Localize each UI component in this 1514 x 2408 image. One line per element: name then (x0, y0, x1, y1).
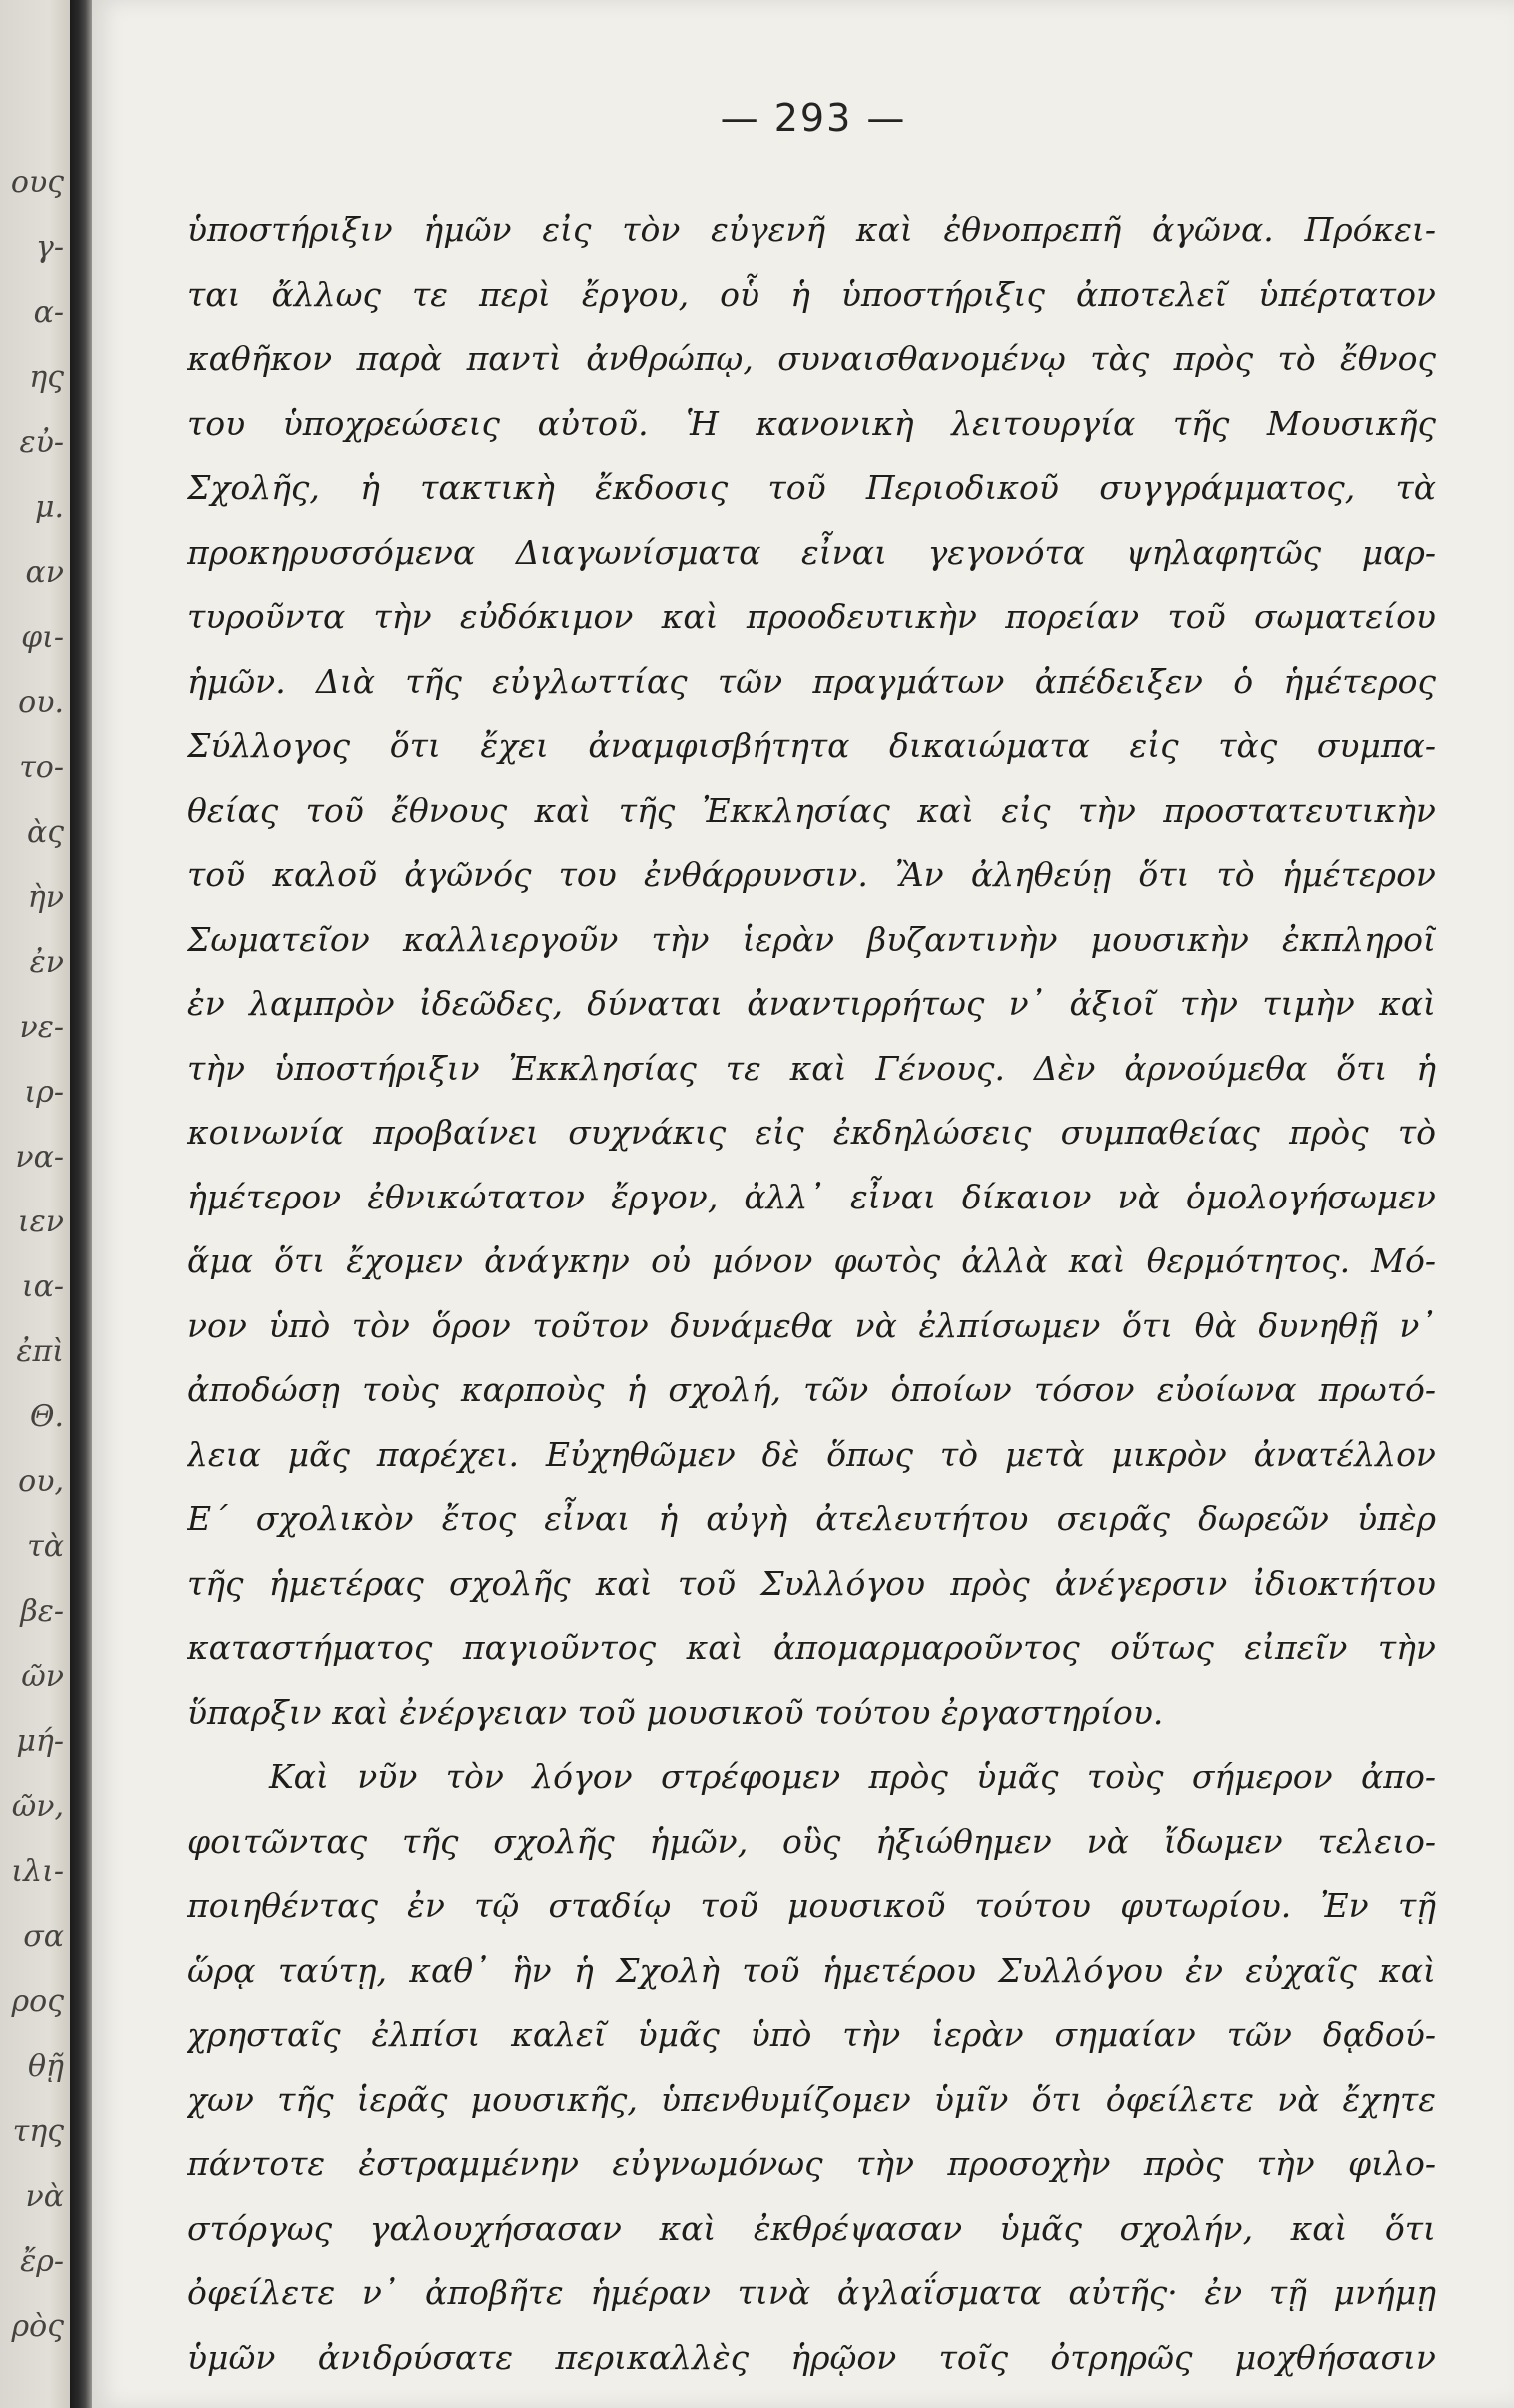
margin-fragment: ῶν (21, 1659, 64, 1694)
text-line: του ὑποχρεώσεις αὐτοῦ. Ἡ κανονικὴ λειτουργία τῆς Μουσικῆς (187, 403, 1436, 443)
margin-fragment: τὰ (27, 1529, 64, 1564)
text-line: Ε´ σχολικὸν ἔτος εἶναι ἡ αὐγὴ ἀτελευτήτου σειρᾶς δωρεῶν ὑπὲρ (187, 1499, 1436, 1538)
text-line: ὑμῶν ἀνιδρύσατε περικαλλὲς ἡρῷον τοῖς ὀτρηρῶς μοχθήσασιν (187, 2337, 1436, 2377)
text-line: ὥρᾳ ταύτῃ, καθ᾽ ἣν ἡ Σχολὴ τοῦ ἡμετέρου Συλλόγου ἐν εὐχαῖς καὶ (187, 1950, 1436, 1990)
margin-fragment: ῶν, (11, 1789, 64, 1824)
margin-fragment: ρὸς (11, 2309, 64, 2344)
margin-fragment: να- (15, 1140, 64, 1175)
margin-fragment: φι- (21, 620, 64, 655)
margin-fragment: ιρ- (24, 1075, 64, 1110)
body-text (187, 198, 1436, 2390)
margin-fragment: βε- (20, 1594, 64, 1629)
text-line: τοῦ καλοῦ ἀγῶνός του ἐνθάρρυνσιν. Ἂν ἀληθεύῃ ὅτι τὸ ἡμέτερον (187, 855, 1436, 894)
page-number: — 293 — (720, 96, 907, 140)
margin-fragment: νὰ (25, 2179, 64, 2214)
book-page (92, 0, 1514, 2408)
text-line: ἅμα ὅτι ἔχομεν ἀνάγκην οὐ μόνον φωτὸς ἀλλὰ καὶ θερμότητος. Μό- (187, 1241, 1436, 1280)
text-line: ποιηθέντας ἐν τῷ σταδίῳ τοῦ μουσικοῦ τούτου φυτωρίου. Ἐν τῇ (187, 1886, 1436, 1925)
text-line: Σωματεῖον καλλιεργοῦν τὴν ἱερὰν βυζαντινὴν μουσικὴν ἐκπληροῖ (187, 919, 1436, 959)
margin-fragment: ἐν (29, 945, 64, 980)
margin-fragment: ια- (21, 1269, 64, 1304)
text-line: φοιτῶντας τῆς σχολῆς ἡμῶν, οὓς ἠξιώθημεν νὰ ἴδωμεν τελειο- (187, 1821, 1436, 1861)
margin-fragment: ιεν (17, 1204, 64, 1239)
text-line: τὴν ὑποστήριξιν Ἐκκλησίας τε καὶ Γένους. Δὲν ἀρνούμεθα ὅτι ἡ (187, 1048, 1436, 1088)
text-line: ὑποστήριξιν ἡμῶν εἰς τὸν εὐγενῆ καὶ ἐθνοπρεπῆ ἀγῶνα. Πρόκει- (187, 210, 1436, 249)
text-line: ἡμέτερον ἐθνικώτατον ἔργον, ἀλλ᾽ εἶναι δίκαιον νὰ ὁμολογήσωμεν (187, 1177, 1436, 1216)
text-line: ἐν λαμπρὸν ἰδεῶδες, δύναται ἀναντιρρήτως ν᾽ ἀξιοῖ τὴν τιμὴν καὶ (187, 984, 1436, 1023)
margin-fragment: θῇ (27, 2049, 64, 2084)
text-line: στόργως γαλουχήσασαν καὶ ἐκθρέψασαν ὑμᾶς σχολήν, καὶ ὅτι (187, 2208, 1436, 2248)
text-line: χρησταῖς ἐλπίσι καλεῖ ὑμᾶς ὑπὸ τὴν ἱερὰν σημαίαν τῶν δᾳδού- (187, 2015, 1436, 2054)
text-line: ὀφείλετε ν᾽ ἀποβῆτε ἡμέραν τινὰ ἀγλαΐσματα αὐτῆς· ἐν τῇ μνήμῃ (187, 2273, 1436, 2312)
text-line: χων τῆς ἱερᾶς μουσικῆς, ὑπενθυμίζομεν ὑμῖν ὅτι ὀφείλετε νὰ ἔχητε (187, 2079, 1436, 2119)
facing-page-fragments (2, 150, 64, 2359)
text-line: καταστήματος παγιοῦντος καὶ ἀπομαρμαροῦντος οὕτως εἰπεῖν τὴν (187, 1628, 1436, 1667)
margin-fragment: μή- (16, 1724, 64, 1759)
margin-fragment: εὐ- (19, 425, 64, 460)
margin-fragment: ους (10, 165, 64, 200)
margin-fragment: γ- (35, 230, 64, 265)
text-line: ἡμῶν. Διὰ τῆς εὐγλωττίας τῶν πραγμάτων ἀπέδειξεν ὁ ἡμέτερος (187, 661, 1436, 701)
margin-fragment: μ. (34, 490, 64, 525)
paragraph-start-line: Καὶ νῦν τὸν λόγον στρέφομεν πρὸς ὑμᾶς τοὺς σήμερον ἀπο- (269, 1757, 1436, 1796)
text-line: Σύλλογος ὅτι ἔχει ἀναμφισβήτητα δικαιώματα εἰς τὰς συμπα- (187, 726, 1436, 765)
paragraph-end-line: ὕπαρξιν καὶ ἐνέργειαν τοῦ μουσικοῦ τούτου ἐργαστηρίου. (187, 1692, 1164, 1732)
margin-fragment: Θ. (29, 1399, 64, 1434)
margin-fragment: α- (33, 295, 64, 330)
margin-fragment: της (12, 2114, 64, 2149)
text-line: θείας τοῦ ἔθνους καὶ τῆς Ἐκκλησίας καὶ εἰς τὴν προστατευτικὴν (187, 790, 1436, 830)
text-line: λεια μᾶς παρέχει. Εὐχηθῶμεν δὲ ὅπως τὸ μετὰ μικρὸν ἀνατέλλον (187, 1434, 1436, 1474)
margin-fragment: ἔρ- (20, 2244, 64, 2279)
text-line: ται ἄλλως τε περὶ ἔργου, οὗ ἡ ὑποστήριξις ἀποτελεῖ ὑπέρτατον (187, 274, 1436, 314)
text-line: νον ὑπὸ τὸν ὅρον τοῦτον δυνάμεθα νὰ ἐλπίσωμεν ὅτι θὰ δυνηθῇ ν᾽ (187, 1305, 1436, 1345)
text-line: καθῆκον παρὰ παντὶ ἀνθρώπῳ, συναισθανομένῳ τὰς πρὸς τὸ ἔθνος (187, 339, 1436, 378)
margin-fragment: ου, (18, 1464, 64, 1499)
margin-fragment: ου. (18, 685, 64, 720)
margin-fragment: αν (25, 555, 64, 590)
book-gutter (70, 0, 92, 2408)
margin-fragment: ὰς (26, 815, 64, 850)
margin-fragment: ρος (11, 1984, 64, 2019)
margin-fragment: ὴν (27, 880, 64, 915)
text-line: Σχολῆς, ἡ τακτικὴ ἔκδοσις τοῦ Περιοδικοῦ συγγράμματος, τὰ (187, 468, 1436, 507)
text-line: ἀποδώσῃ τοὺς καρποὺς ἡ σχολή, τῶν ὁποίων τόσον εὐοίωνα πρωτό- (187, 1370, 1436, 1409)
text-line: πάντοτε ἐστραμμένην εὐγνωμόνως τὴν προσοχὴν πρὸς τὴν φιλο- (187, 2144, 1436, 2183)
margin-fragment: ἐπὶ (16, 1334, 64, 1369)
margin-fragment: το- (19, 750, 64, 785)
margin-fragment: ης (29, 360, 64, 395)
margin-fragment: ιλι- (11, 1854, 64, 1889)
margin-fragment: σα (23, 1919, 64, 1954)
text-line: τῆς ἡμετέρας σχολῆς καὶ τοῦ Συλλόγου πρὸς ἀνέγερσιν ἰδιοκτήτου (187, 1563, 1436, 1603)
text-line: τυροῦντα τὴν εὐδόκιμον καὶ προοδευτικὴν πορείαν τοῦ σωματείου (187, 597, 1436, 636)
margin-fragment: νε- (19, 1010, 64, 1045)
text-line: κοινωνία προβαίνει συχνάκις εἰς ἐκδηλώσεις συμπαθείας πρὸς τὸ (187, 1113, 1436, 1152)
text-line: προκηρυσσόμενα Διαγωνίσματα εἶναι γεγονότα ψηλαφητῶς μαρ- (187, 532, 1436, 572)
facing-page-edge (0, 0, 70, 2408)
